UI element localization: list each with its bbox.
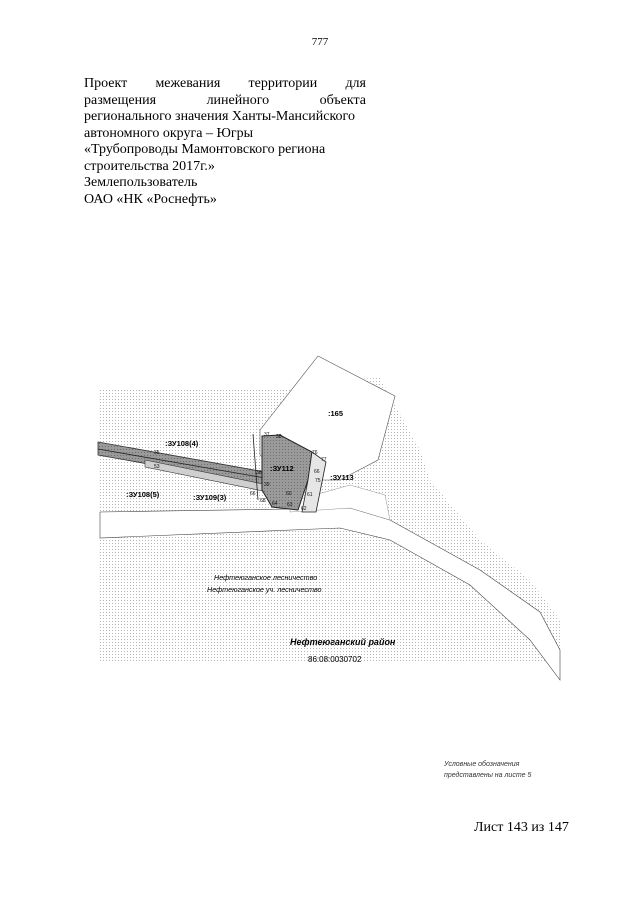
header-line-2 <box>84 93 366 110</box>
header-word: линейного <box>206 92 270 108</box>
point-label: 66 <box>314 469 320 475</box>
point-label: 63 <box>287 502 293 508</box>
header-word: Проект <box>84 76 128 91</box>
cadastral-map <box>90 350 580 700</box>
header-word: межевания <box>155 76 221 91</box>
district-label: Нефтеюганский район <box>290 637 396 647</box>
label-parcel-165: :165 <box>328 409 344 418</box>
label-zu108-4: :ЗУ108(4) <box>165 439 199 448</box>
document-header <box>84 76 366 208</box>
legend-note <box>444 759 531 781</box>
cadastral-block-label: 86:08:0030702 <box>308 655 362 664</box>
point-label: 77 <box>321 457 327 463</box>
header-line-3: регионального значения Ханты-Мансийского <box>84 109 355 124</box>
point-label: 37 <box>264 432 270 438</box>
point-label: 61 <box>307 492 313 498</box>
label-zu112: :ЗУ112 <box>270 464 294 473</box>
point-label: 38 <box>256 470 262 476</box>
sheet-number: Лист 143 из 147 <box>474 820 569 835</box>
point-label: 68 <box>260 498 266 504</box>
point-label: 39 <box>264 482 270 488</box>
header-line-5: «Трубопроводы Мамонтовского региона <box>84 142 326 157</box>
header-line-1 <box>84 76 366 93</box>
point-label: 38 <box>276 434 282 440</box>
point-label: 76 <box>312 450 318 456</box>
legend-note-line-1: Условные обозначения <box>444 761 520 768</box>
forestry-label-2: Нефтеюганское уч. лесничество <box>207 585 322 594</box>
point-label: 53 <box>154 464 160 470</box>
header-word: объекта <box>319 92 366 108</box>
map-svg <box>90 350 580 700</box>
legend-note-line-2: представлены на листе 5 <box>444 772 532 779</box>
page-number: 777 <box>311 36 329 48</box>
point-label: 62 <box>301 506 307 512</box>
header-line-6: строительства 2017г.» <box>84 158 215 174</box>
point-label: 35 <box>154 450 160 456</box>
forestry-label-1: Нефтеюганское лесничество <box>214 573 318 582</box>
header-word: для <box>345 76 366 91</box>
header-line-7: Землепользователь <box>84 175 198 190</box>
header-word: размещения <box>84 92 157 108</box>
point-label: 66 <box>250 491 256 497</box>
point-label: 60 <box>286 491 292 497</box>
point-label: 75 <box>315 478 321 484</box>
point-label: 64 <box>272 501 278 507</box>
label-zu109-3: :ЗУ109(3) <box>193 493 227 502</box>
label-zu108-5: :ЗУ108(5) <box>126 490 160 499</box>
header-line-4: автономного округа – Югры <box>84 125 253 141</box>
label-zu113: :ЗУ113 <box>330 473 354 482</box>
header-line-8: ОАО «НК «Роснефть» <box>84 191 217 207</box>
header-word: территории <box>248 76 318 91</box>
